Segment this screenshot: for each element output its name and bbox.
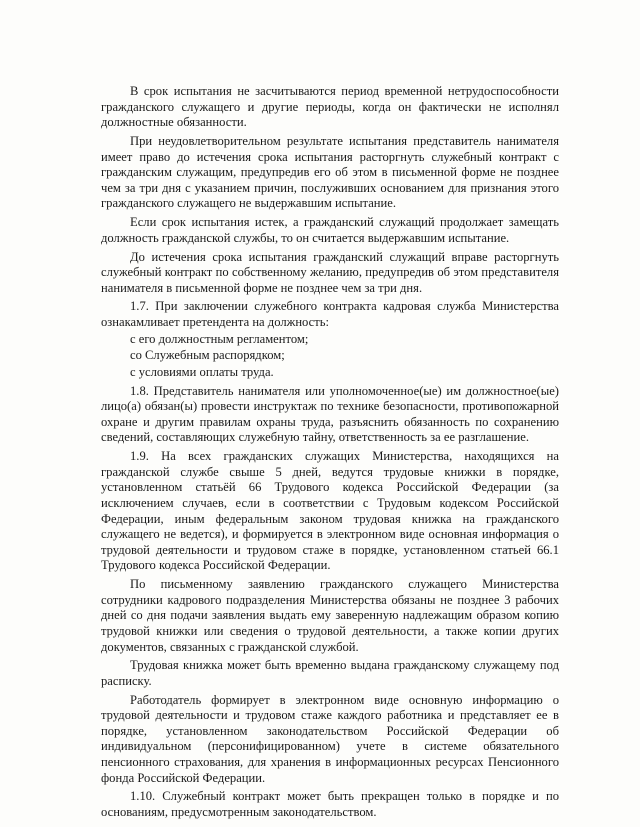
list-item-job-regulations: с его должностным регламентом; — [130, 331, 309, 346]
paragraph-employer-electronic: Работодатель формирует в электронном виде основную информацию о трудовой деятельности и трудовом стаже каждого работника и представляет ее в порядке, установленном законодательством Российской Федерации об индивидуальном (персонифицированном) учете в системе обязательного пенсионного страхования, для хранения в информационных ресурсах Пенсионного фонда Российской Федерации. — [101, 692, 559, 785]
list-item-pay-conditions: с условиями оплаты труда. — [130, 364, 274, 379]
paragraph-unsatisfactory-result: При неудовлетворительном результате испытания представитель нанимателя имеет право до истечения срока испытания расторгнуть служебный контракт с гражданским служащим, предупредив его об этом в письменной форме не позднее чем за три дня с указанием причин, послуживших основанием для признания этого гражданского служащего не выдержавшим испытание. — [101, 133, 559, 211]
document-body — [101, 84, 559, 824]
paragraph-early-termination: До истечения срока испытания гражданский служащий вправе расторгнуть служебный контракт по собственному желанию, предупредив об этом представителя нанимателя в письменной форме не позднее чем за три дня. — [101, 249, 559, 295]
paragraph-written-request: По письменному заявлению гражданского служащего Министерства сотрудники кадрового подразделения Министерства обязаны не позднее 3 рабочих дней со дня подачи заявления выдать ему заверенную надлежащим образом копию трудовой книжки или сведения о трудовой деятельности, а также копии других документов, связанных с гражданской службой. — [101, 577, 559, 654]
list-item-service-schedule: со Служебным распорядком; — [130, 348, 285, 363]
paragraph-1-9: 1.9. На всех гражданских служащих Министерства, находящихся на гражданской службе свыше 5 дней, ведутся трудовые книжки в порядке, установленном статьёй 66 Трудового кодекса Российской Федерации (за исключением случаев, если в соответствии с Трудовым кодексом Российской Федерации, иным федеральным законом трудовая книжка на гражданского служащего не ведется), и формируется в электронном виде основная информация о трудовой деятельности и трудовом стаже в порядке, установленном статьей 66.1 Трудового кодекса Российской Федерации. — [101, 449, 559, 573]
paragraph-workbook-issue: Трудовая книжка может быть временно выдана гражданскому служащему под расписку. — [101, 658, 559, 688]
paragraph-probation-passed: Если срок испытания истек, а гражданский служащий продолжает замещать должность гражданской службы, то он считается выдержавшим испытание. — [101, 215, 559, 245]
paragraph-1-7: 1.7. При заключении служебного контракта кадровая служба Министерства ознакамливает претендента на должность: — [101, 299, 559, 330]
paragraph-1-8: 1.8. Представитель нанимателя или уполномоченное(ые) им должностное(ые) лицо(а) обязан(ы) провести инструктаж по технике безопасности, противопожарной охране и другим правилам охраны труда, разъяснить обязанность по сохранению сведений, составляющих служебную тайну, ответственность за ее разглашение. — [101, 383, 559, 445]
paragraph-probation-exclusions: В срок испытания не засчитываются период временной нетрудоспособности гражданского служащего и другие периоды, когда он фактически не исполнял должностные обязанности. — [101, 84, 559, 130]
paragraph-1-10: 1.10. Служебный контракт может быть прекращен только в порядке и по основаниям, предусмотренным законодательством. — [101, 789, 559, 819]
